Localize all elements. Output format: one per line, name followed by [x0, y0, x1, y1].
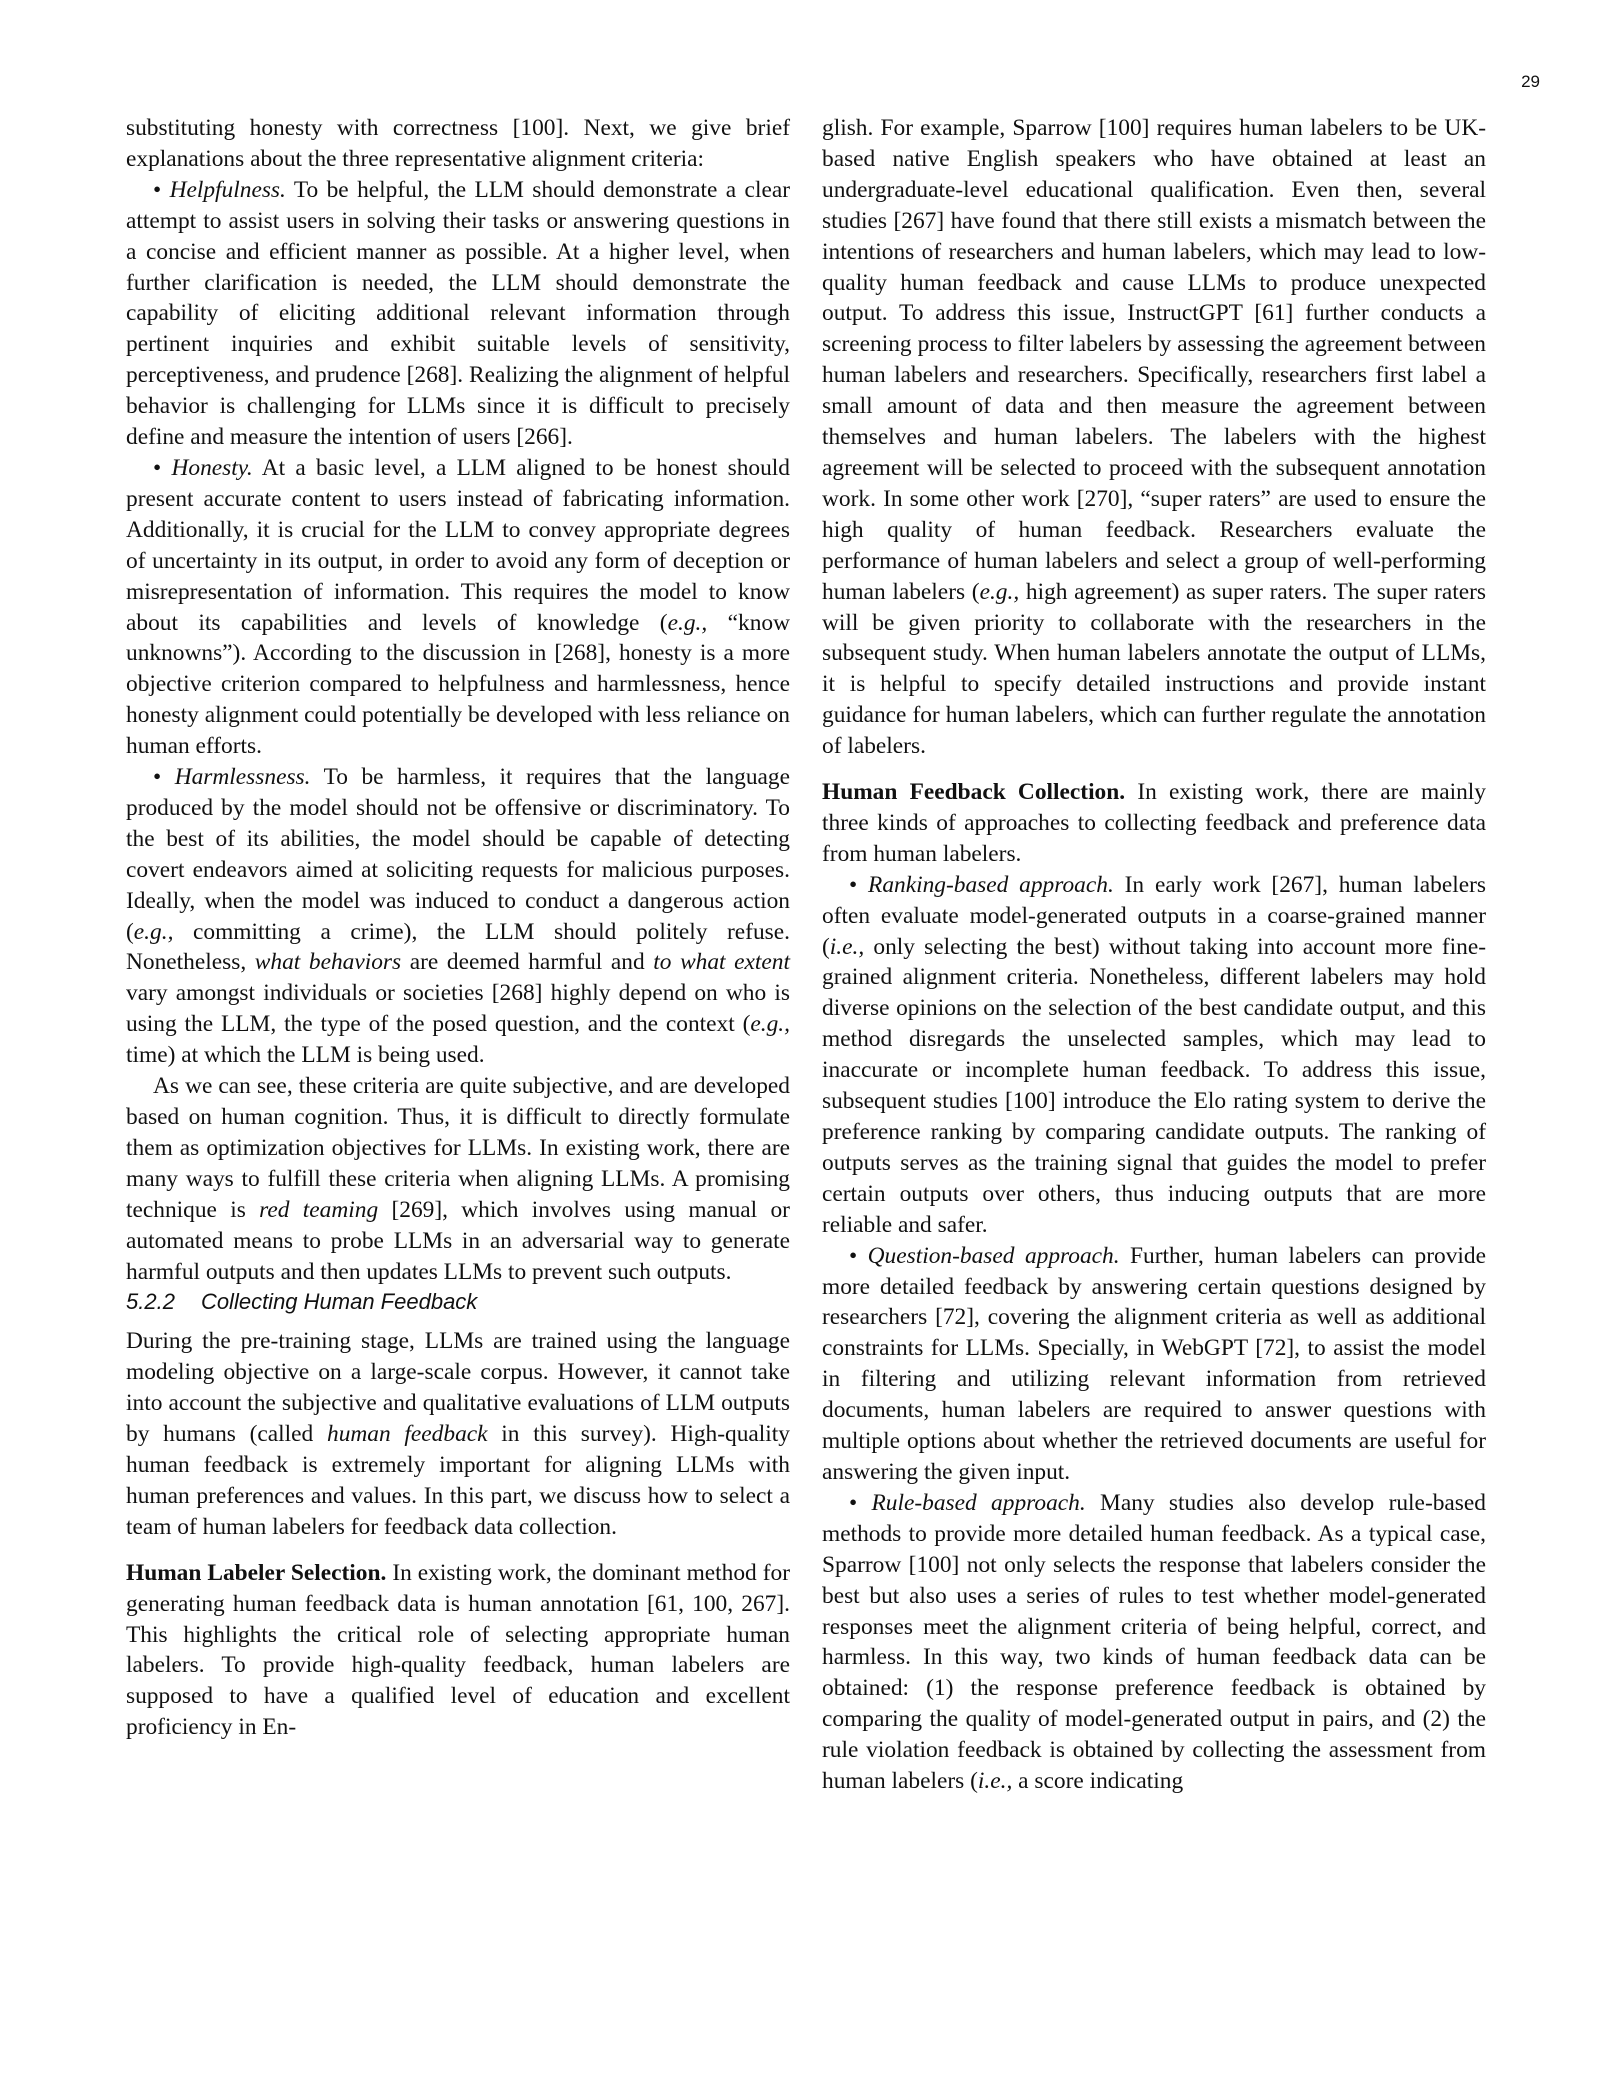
to-what-extent-italic: to what extent [653, 949, 790, 976]
ranking-text: only selecting the best) without taking into account more fine-grained alignment criteria. Nonetheless, different labelers may hold diverse opinions on the selection of the best candidate output, and this method disregards the unselected samples, which may lead to inaccurate or incomplete human feedback. To address this issue, subsequent studies [100] introduce the Elo rating system to derive the preference ranking by comparing candidate outputs. The ranking of outputs serves as the training signal that guides the model to prefer certain outputs over others, thus inducing outputs that are more reliable and safer. [822, 933, 1486, 1238]
harmlessness-text: To be harmless, it requires that the language produced by the model should not be offensive or discriminatory. To the best of its abilities, the model should be capable of detecting covert endeavors aimed at soliciting requests for malicious purposes. Ideally, when the model was induced to conduct a dangerous action ( [126, 764, 790, 945]
human-feedback-italic: human feedback [327, 1421, 488, 1448]
question-item [822, 1241, 1486, 1488]
eg-italic: e.g., [750, 1011, 790, 1038]
ranking-term: Ranking-based approach. [868, 871, 1114, 898]
harmlessness-text: time) at which the LLM is being used. [126, 1042, 485, 1069]
bullet-icon: • [849, 1489, 872, 1516]
helpfulness-term: Helpfulness. [169, 176, 286, 203]
helpfulness-item [126, 175, 790, 453]
subsection-number: 5.2.2 [126, 1289, 175, 1315]
rule-term: Rule-based approach. [871, 1489, 1086, 1516]
subsection-title: Collecting Human Feedback [200, 1289, 478, 1315]
question-term: Question-based approach. [867, 1242, 1120, 1269]
subsection-heading [126, 1287, 790, 1318]
honesty-text: At a basic level, a LLM aligned to be honest should present accurate content to users instead of fabricating information. Additionally, it is crucial for the LLM to convey appropriate degrees of uncertainty in its output, in order to avoid any form of deception or misrepresentation of information. This requires the model to know about its capabilities and levels of knowledge ( [126, 454, 790, 636]
intro-paragraph: substituting honesty with correctness [100]. Next, we give brief explanations about the three representative alignment criteria: [126, 115, 790, 172]
harmlessness-text: are deemed harmful and [401, 949, 654, 976]
paragraph-text: As we can see, these criteria are quite subjective, and are developed based on human cognition. Thus, it is difficult to directly formulate them as optimization objectives for LLMs. In existing work, there are many ways to fulfill these criteria when aligning LLMs. A promising technique is [126, 1073, 790, 1223]
eg-italic: e.g., [979, 578, 1020, 605]
left-column [126, 113, 790, 1743]
red-teaming-italic: red teaming [259, 1196, 379, 1223]
ranking-text: In early work [267], human labelers often evaluate model-generated outputs in a coarse-grained manner ( [822, 871, 1487, 960]
labeler-selection-heading: Human Labeler Selection. [126, 1559, 387, 1586]
subjective-paragraph [126, 1071, 790, 1287]
eg-italic: e.g., [667, 609, 708, 636]
paragraph-text: glish. For example, Sparrow [100] requires human labelers to be UK-based native English speakers who have obtained at least an undergraduate-level educational qualification. Even then, several studies [267] have found that there still exists a mismatch between the intentions of researchers and human labelers, which may lead to low-quality human feedback and cause LLMs to produce unexpected output. To address this issue, InstructGPT [61] further conducts a screening process to filter labelers by assessing the agreement between human labelers and researchers. Specifically, researchers first label a small amount of data and then measure the agreement between themselves and human labelers. The labelers with the highest agreement will be selected to proceed with the subsequent annotation work. In some other work [270], “super raters” are used to ensure the high quality of human feedback. Researchers evaluate the performance of human labelers and select a group of well-performing human labelers ( [822, 115, 1486, 605]
harmlessness-text: vary amongst individuals or societies [268] highly depend on who is using the LLM, the type of the posed question, and the context ( [126, 980, 790, 1038]
harmlessness-term: Harmlessness. [174, 764, 311, 791]
bullet-icon: • [849, 1242, 868, 1269]
continued-paragraph [822, 113, 1486, 762]
eg-italic: e.g., [133, 918, 174, 945]
bullet-icon: • [849, 871, 869, 898]
what-behaviors-italic: what behaviors [254, 949, 402, 976]
rule-text: Many studies also develop rule-based methods to provide more detailed human feedback. As a typical case, Sparrow [100] not only selects the response that labelers consider the best but also uses a series of rules to test whether model-generated responses meet the alignment criteria of being helpful, correct, and harmless. In this way, two kinds of human feedback data can be obtained: (1) the response preference feedback is obtained by comparing the quality of model-generated output in pairs, and (2) the rule violation feedback is obtained by collecting the assessment from human labelers ( [822, 1489, 1486, 1795]
labeler-selection-paragraph [126, 1558, 790, 1743]
ranking-item [822, 870, 1486, 1241]
paragraph-text: high agreement) as super raters. The super raters will be given priority to collaborate with the researchers in the subsequent study. When human labelers annotate the output of LLMs, it is helpful to specify detailed instructions and provide instant guidance for human labelers, which can further regulate the annotation of labelers. [822, 578, 1486, 760]
paragraph-text: [269], which involves using manual or automated means to probe LLMs in an adversarial way to generate harmful outputs and then updates LLMs to prevent such outputs. [126, 1196, 790, 1285]
paragraph-text: In existing work, there are mainly three kinds of approaches to collecting feedback and preference data from human labelers. [822, 779, 1486, 867]
harmlessness-item [126, 762, 790, 1071]
question-text: Further, human labelers can provide more detailed feedback by answering certain questions designed by researchers [72], covering the alignment criteria as well as additional constraints for LLMs. Specially, in WebGPT [72], to assist the model in filtering and utilizing relevant information from retrieved documents, human labelers are required to answer questions with multiple options about whether the retrieved documents are useful for answering the given input. [822, 1242, 1486, 1485]
paragraph-text: In existing work, the dominant method for generating human feedback data is human annotation [61, 100, 267]. This highlights the critical role of selecting appropriate human labelers. To provide high-quality feedback, human labelers are supposed to have a qualified level of education and excellent proficiency in En- [126, 1559, 790, 1741]
paragraph-text: During the pre-training stage, LLMs are trained using the language modeling objective on a large-scale corpus. However, it cannot take into account the subjective and qualitative evaluations of LLM outputs by humans (called [126, 1328, 790, 1448]
feedback-collection-paragraph [822, 777, 1486, 870]
ie-italic: i.e., [829, 933, 865, 960]
ie-italic: i.e., [977, 1768, 1013, 1795]
bullet-icon: • [153, 176, 170, 203]
honesty-term: Honesty. [171, 454, 253, 481]
honesty-item [126, 453, 790, 762]
honesty-text: “know unknowns”). According to the discussion in [268], honesty is a more objective criterion compared to helpfulness and harmlessness, hence honesty alignment could potentially be developed with less reliance on human efforts. [126, 609, 790, 760]
pretraining-paragraph [126, 1326, 790, 1542]
helpfulness-text: To be helpful, the LLM should demonstrate a clear attempt to assist users in solving their tasks or answering questions in a concise and efficient manner as possible. At a higher level, when further clarification is needed, the LLM should demonstrate the capability of eliciting additional relevant information through pertinent inquiries and exhibit suitable levels of sensitivity, perceptiveness, and prudence [268]. Realizing the alignment of helpful behavior is challenging for LLMs since it is difficult to precisely define and measure the intention of users [266]. [126, 176, 790, 451]
right-column [822, 113, 1486, 1797]
paragraph-text: in this survey). High-quality human feedback is extremely important for aligning LLMs with human preferences and values. In this part, we discuss how to select a team of human labelers for feedback data collection. [126, 1421, 790, 1540]
bullet-icon: • [153, 764, 175, 791]
rule-text: a score indicating [1012, 1768, 1184, 1795]
bullet-icon: • [153, 454, 172, 481]
feedback-collection-heading: Human Feedback Collection. [822, 779, 1126, 806]
page-number: 29 [1521, 72, 1540, 91]
harmlessness-text: committing a crime), the LLM should politely refuse. Nonetheless, [126, 918, 790, 976]
rule-item [822, 1488, 1486, 1797]
